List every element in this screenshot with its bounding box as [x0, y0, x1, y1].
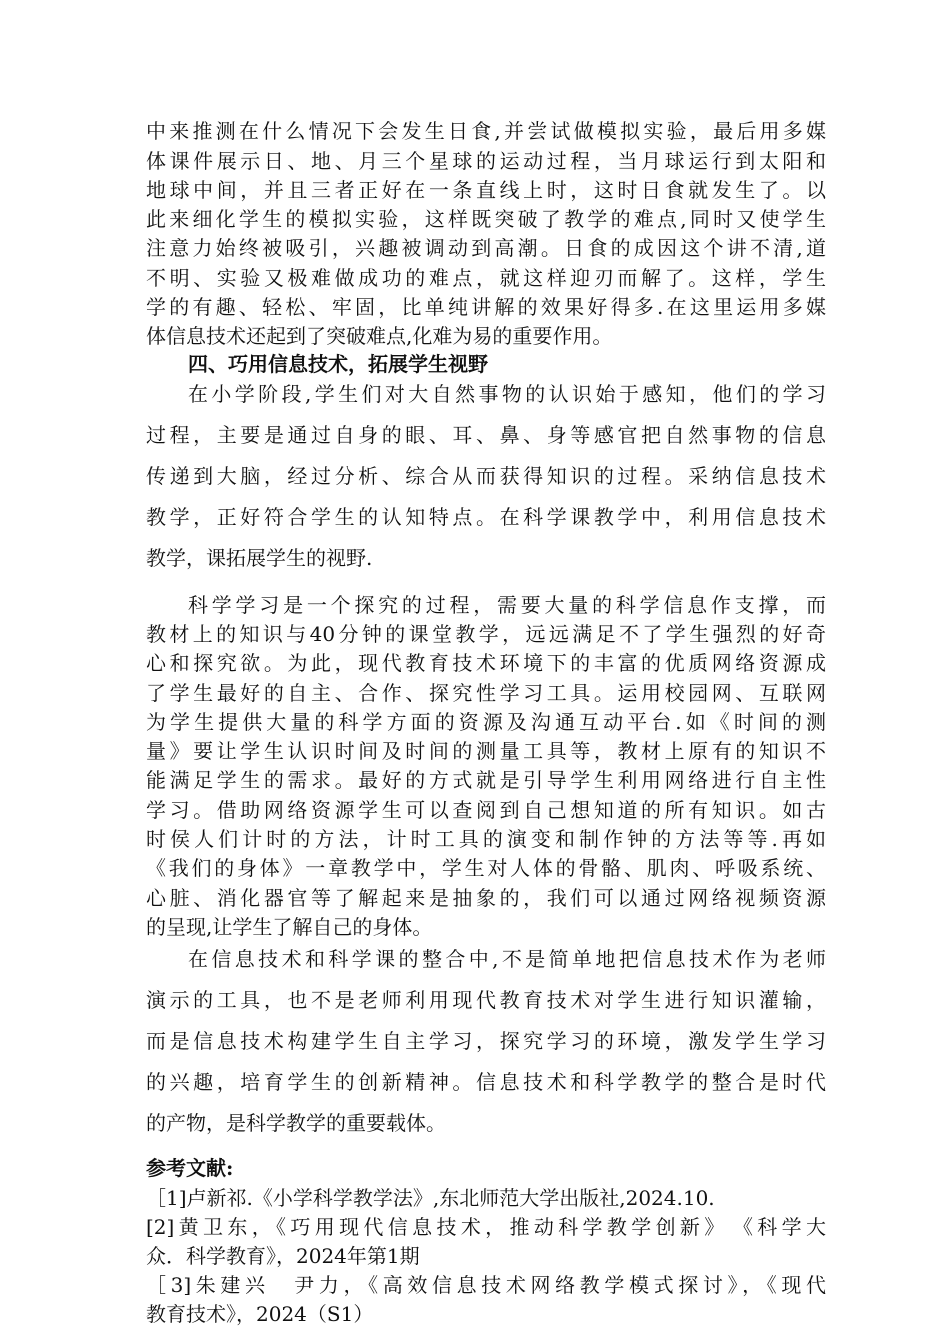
paragraph-line: 教学，正好符合学生的认知特点。在科学课教学中，利用信息技术	[146, 505, 826, 529]
paragraph-line: 能满足学生的需求。最好的方式就是引导学生利用网络进行自主性	[146, 768, 826, 792]
paragraph-line: 心脏、消化器官等了解起来是抽象的，我们可以通过网络视频资源	[146, 886, 826, 910]
section-heading: 四、巧用信息技术，拓展学生视野	[188, 352, 488, 376]
paragraph-line: 学的有趣、轻松、牢固，比单纯讲解的效果好得多.在这里运用多媒	[146, 295, 826, 319]
paragraph-line: 时侯人们计时的方法，计时工具的演变和制作钟的方法等等.再如	[146, 827, 826, 851]
paragraph-line: 教材上的知识与40分钟的课堂教学，远远满足不了学生强烈的好奇	[146, 622, 826, 646]
paragraph-line: 而是信息技术构建学生自主学习，探究学习的环境，激发学生学习	[146, 1029, 826, 1053]
paragraph-line: 了学生最好的自主、合作、探究性学习工具。运用校园网、互联网	[146, 681, 826, 705]
paragraph-line: 注意力始终被吸引，兴趣被调动到高潮。日食的成因这个讲不清,道	[146, 236, 826, 260]
paragraph-line: 为学生提供大量的科学方面的资源及沟通互动平台.如《时间的测	[146, 710, 826, 734]
reference-item: 众．科学教育》，2024年第1期	[146, 1244, 420, 1268]
paragraph-line: 学习。借助网络资源学生可以查阅到自己想知道的所有知识。如古	[146, 798, 826, 822]
paragraph-line: 的呈现,让学生了解自己的身体。	[146, 915, 433, 939]
paragraph-line: 不明、实验又极难做成功的难点，就这样迎刃而解了。这样，学生	[146, 266, 826, 290]
paragraph-line: 地球中间，并且三者正好在一条直线上时，这时日食就发生了。以	[146, 178, 826, 202]
paragraph-line: 体信息技术还起到了突破难点,化难为易的重要作用。	[146, 324, 613, 348]
reference-item: [2]黄卫东，《巧用现代信息技术，推动科学教学创新》 《科学大	[146, 1215, 826, 1239]
paragraph-line: 中来推测在什么情况下会发生日食,并尝试做模拟实验，最后用多媒	[146, 119, 826, 143]
paragraph-line: 的兴趣，培育学生的创新精神。信息技术和科学教学的整合是时代	[146, 1070, 826, 1094]
paragraph-line: 传递到大脑，经过分析、综合从而获得知识的过程。采纳信息技术	[146, 464, 826, 488]
paragraph-line: 量》要让学生认识时间及时间的测量工具等，教材上原有的知识不	[146, 739, 826, 763]
paragraph-line: 教学，课拓展学生的视野.	[146, 546, 373, 570]
paragraph-line: 演示的工具，也不是老师利用现代教育技术对学生进行知识灌输，	[146, 988, 826, 1012]
references-heading: 参考文献:	[146, 1156, 234, 1180]
paragraph-line: 过程，主要是通过自身的眼、耳、鼻、身等感官把自然事物的信息	[146, 423, 826, 447]
paragraph-line: 此来细化学生的模拟实验，这样既突破了教学的难点,同时又使学生	[146, 207, 826, 231]
paragraph-line: 在小学阶段,学生们对大自然事物的认识始于感知，他们的学习	[188, 382, 826, 406]
reference-item: ［1]卢新祁.《小学科学教学法》,东北师范大学出版社,2024.10.	[146, 1186, 715, 1210]
paragraph-line: 在信息技术和科学课的整合中,不是简单地把信息技术作为老师	[188, 947, 826, 971]
paragraph-line: 《我们的身体》一章教学中，学生对人体的骨骼、肌肉、呼吸系统、	[146, 856, 826, 880]
paragraph-line: 体课件展示日、地、月三个星球的运动过程，当月球运行到太阳和	[146, 149, 826, 173]
paragraph-line: 科学学习是一个探究的过程，需要大量的科学信息作支撑，而	[188, 593, 826, 617]
paragraph-line: 心和探究欲。为此，现代教育技术环境下的丰富的优质网络资源成	[146, 651, 826, 675]
reference-item: ［3]朱建兴 尹力，《高效信息技术网络教学模式探讨》，《现代	[146, 1273, 826, 1297]
reference-item: 教育技术》，2024（S1）	[146, 1302, 374, 1326]
paragraph-line: 的产物，是科学教学的重要载体。	[146, 1111, 446, 1135]
